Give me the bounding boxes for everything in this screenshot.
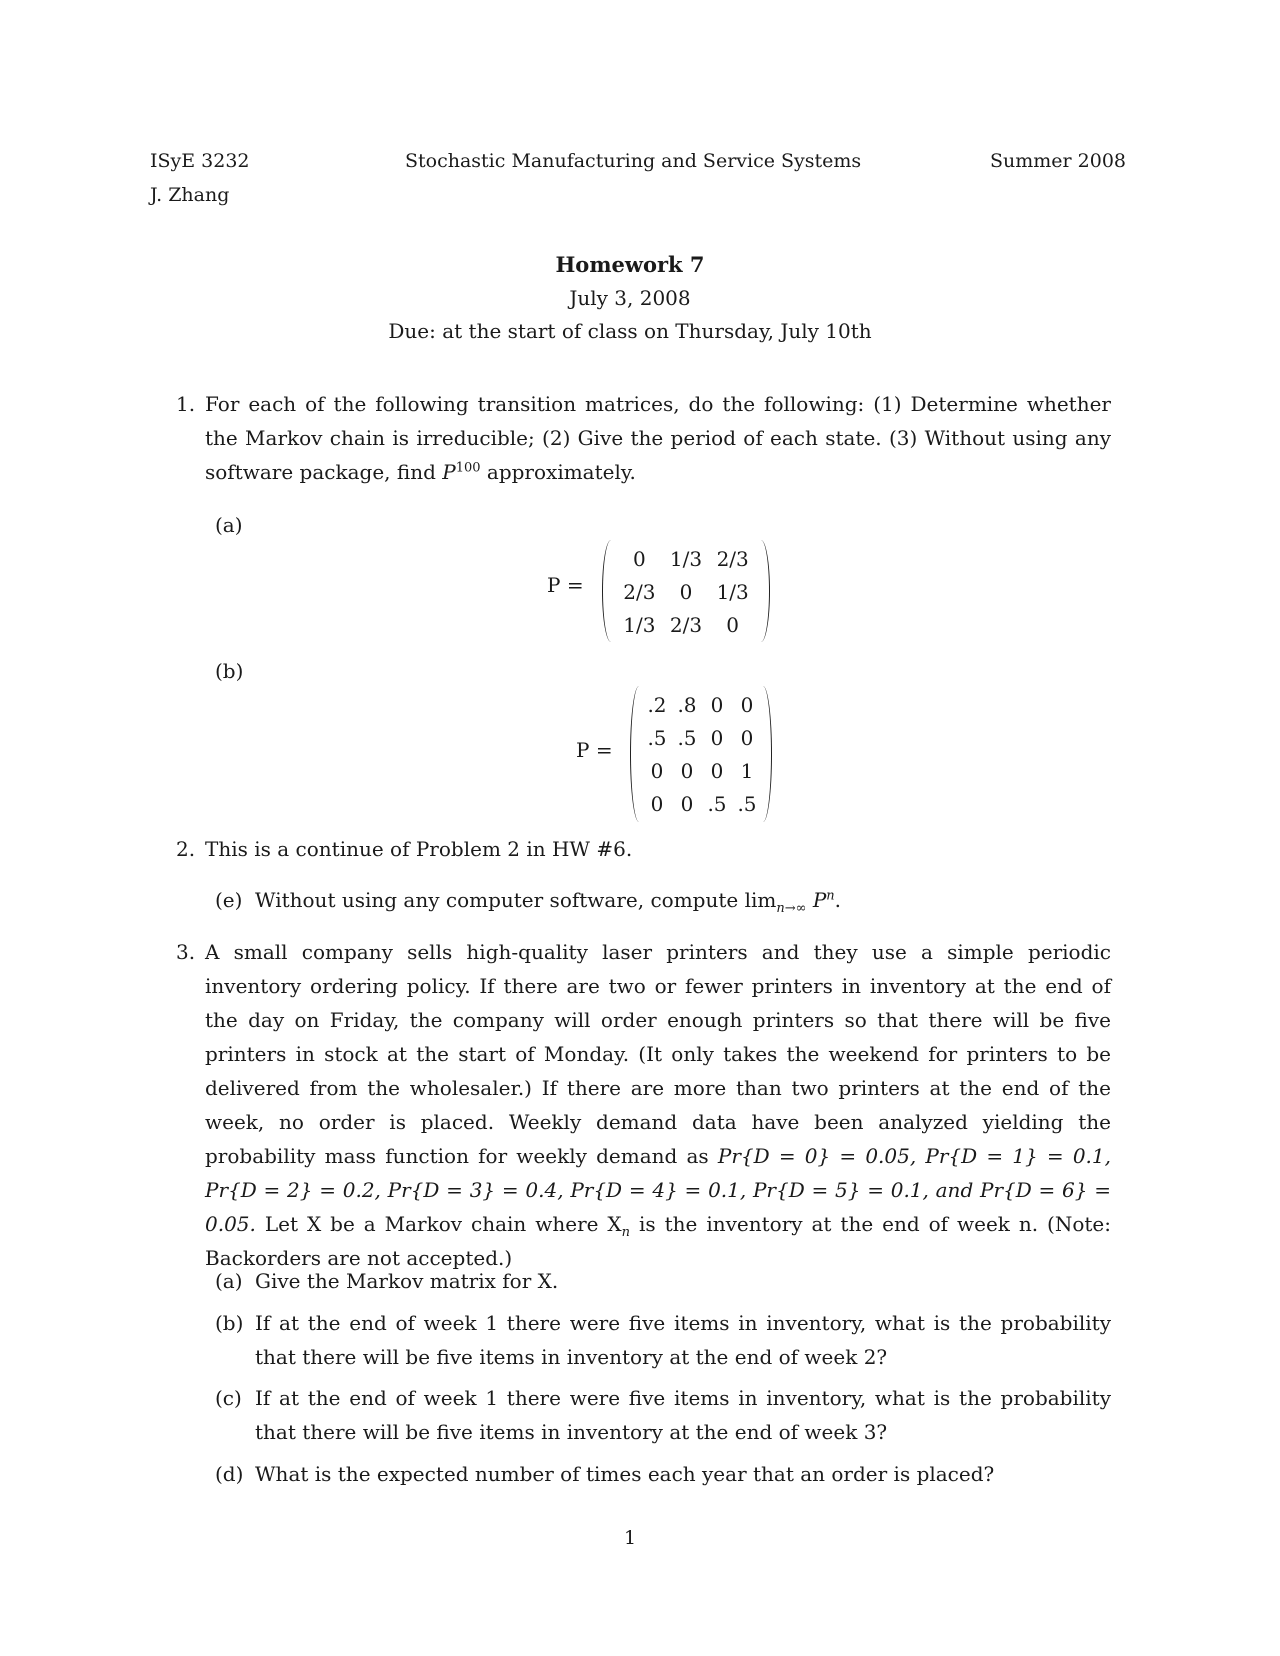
matrix-b-cell: 0 [650,758,664,783]
matrix-a-row [616,575,756,608]
limit-exponent: n [826,888,835,904]
limit-base: P [812,888,827,912]
matrix-b [630,686,772,822]
problem-3d-label: (d) [215,1462,244,1486]
problem-3a-label: (a) [215,1269,243,1293]
matrix-b-row [642,787,762,820]
matrix-a-cell: 2/3 [623,579,656,604]
problem-3c-text: If at the end of week 1 there were five items in inventory, what is the probability that there will be five items in inventory at the end of week 3? [255,1386,1111,1444]
problem-2e-text [255,883,841,917]
problem-3b-text: If at the end of week 1 there were five items in inventory, what is the probability that there will be five items in inventory at the end of week 2? [255,1311,1111,1369]
matrix-b-cell: .8 [677,692,697,717]
limit-subscript: n→∞ [776,901,807,916]
homework-title: Homework 7 [555,252,705,277]
matrix-b-cell: 1 [740,758,754,783]
matrix-b-cell: 0 [740,725,754,750]
problem-3d-text: What is the expected number of times each year that an order is placed? [255,1462,995,1486]
due-date: Due: at the start of class on Thursday, July 10th [388,319,872,343]
matrix-a-cell: 1/3 [716,579,749,604]
matrix-b-cell: .5 [647,725,667,750]
matrix-b-cell: .5 [707,791,727,816]
matrix-b-cell: .5 [737,791,757,816]
instructor-name: J. Zhang [150,184,230,206]
chain-subscript: n [621,1225,631,1240]
matrix-b-row [642,754,762,787]
problem-3-chain-text: Let X be a Markov chain where X [264,1212,622,1236]
matrix-b-lhs: P = [576,738,613,762]
matrix-b-cell: .2 [647,692,667,717]
matrix-b-cell: 0 [650,791,664,816]
problem-1-number: 1. [176,392,196,416]
homework-date: July 3, 2008 [569,286,691,310]
left-paren [602,540,617,642]
problem-1-body: For each of the following transition matrices, do the following: (1) Determine whether the Markov chain is irreducible; (2) Give the period of each state. (3) Without using any software package, find [205,392,1111,484]
problem-3-note: is the inventory at the end of week n. (Note: Backorders are not accepted.) [205,1212,1112,1270]
matrix-b-cell: 0 [710,758,724,783]
matrix-b-cell: 0 [680,791,694,816]
matrix-b-row [642,721,762,754]
problem-2-text: This is a continue of Problem 2 in HW #6. [205,837,633,861]
course-title: Stochastic Manufacturing and Service Systems [405,150,862,172]
matrix-a-cell: 1/3 [669,546,703,571]
problem-1-text [205,387,1111,489]
matrix-b-cell: 0 [680,758,694,783]
problem-1-end: approximately. [480,460,636,484]
matrix-a-cell: 0 [726,612,740,637]
problem-2e-label: (e) [215,888,243,912]
course-number: ISyE 3232 [150,150,250,172]
matrix-b-cell: 0 [710,692,724,717]
problem-3c-label: (c) [215,1386,242,1410]
matrix-b-cell: .5 [677,725,697,750]
matrix-a-lhs: P = [547,573,584,597]
right-paren [755,540,770,642]
problem-2-number: 2. [176,837,196,861]
problem-1a-label: (a) [215,513,243,537]
page-number: 1 [623,1527,637,1549]
matrix-b-cell: 0 [740,692,754,717]
problem-1b-label: (b) [215,659,244,683]
problem-2e-body: Without using any computer software, compute lim [255,888,777,912]
matrix-a-cell: 0 [679,579,693,604]
matrix-b-cell: 0 [710,725,724,750]
matrix-b-row [642,688,762,721]
problem-2e-end: . [834,888,842,912]
term: Summer 2008 [990,150,1127,172]
problem-3b-label: (b) [215,1311,244,1335]
matrix-a [602,540,770,642]
matrix-a-row [616,542,756,575]
problem-3-number: 3. [176,940,196,964]
matrix-a-cell: 0 [632,546,646,571]
problem-3-body: A small company sells high-quality laser printers and they use a simple periodic inventory ordering policy. If there are two or fewer printers in inventory at the end of the day on Friday, the company will order enough printers so that there will be five printers in stock at the start of Monday. (It only takes the weekend for printers to be delivered from the wholesaler.) If there are more than two printers at the end of the week, no order is placed. Weekly demand data have been analyzed yielding the probability mass function for weekly demand as [205,940,1111,1168]
matrix-a-cell: 2/3 [669,612,703,637]
matrix-a-cell: 2/3 [716,546,749,571]
problem-3-text [205,935,1111,1275]
matrix-a-row [616,608,756,641]
problem-3a-text: Give the Markov matrix for X. [255,1269,559,1293]
power-base: P [442,460,456,484]
power-exponent: 100 [455,460,481,476]
matrix-a-cell: 1/3 [623,612,656,637]
problem-3-pmf: Pr{D = 0} = 0.05, Pr{D = 1} = 0.1, Pr{D = 2} = 0.2, Pr{D = 3} = 0.4, Pr{D = 4} = 0.1, Pr{D = 5} = 0.1, and Pr{D = 6} = 0.05. [205,1144,1111,1236]
